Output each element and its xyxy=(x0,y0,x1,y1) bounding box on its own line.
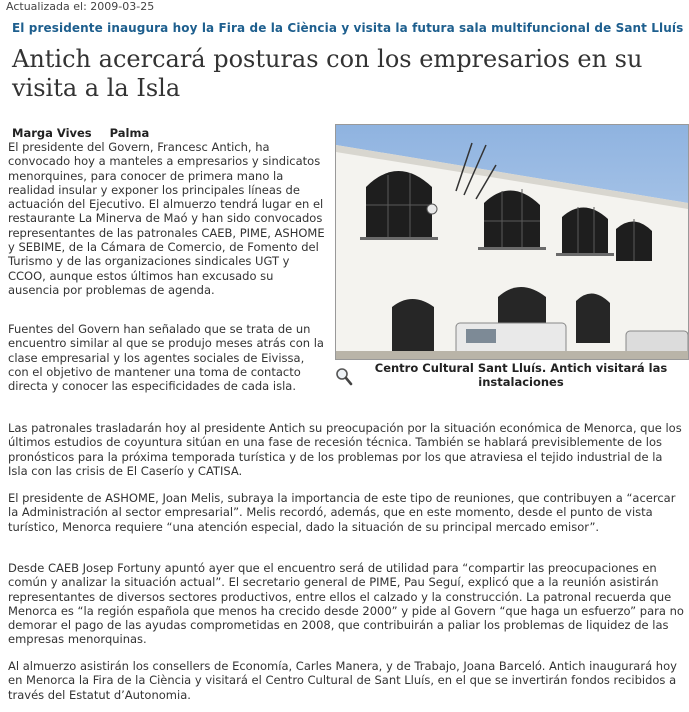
article-photo[interactable] xyxy=(335,124,689,360)
paragraph-1: El presidente del Govern, Francesc Antich, ha convocado hoy a manteles a empresarios y sindicatos menorquines, para conocer de primera mano la realidad insular y exponer los principales líneas de actuación del Ejecutivo. El almuerzo tendrá lugar en el restaurante La Minerva de Maó y han sido convocados representantes de las patronales CAEB, PIME, ASHOME y SEBIME, de la Cámara de Comercio, de Fomento del Turismo y de las organizaciones sindicales UGT y CCOO, aunque estos últimos han excusado su ausencia por problemas de agenda. xyxy=(8,140,325,297)
byline-author: Marga Vives xyxy=(12,126,92,140)
byline xyxy=(12,126,149,140)
updated-date: Actualizada el: 2009-03-25 xyxy=(6,0,155,13)
byline-location: Palma xyxy=(109,126,150,140)
building-photo-illustration xyxy=(336,125,688,359)
article-subtitle: El presidente inaugura hoy la Fira de la Ciència y visita la futura sala multifuncional de Sant Lluís xyxy=(12,21,684,35)
photo-caption: Centro Cultural Sant Lluís. Antich visitará las instalaciones xyxy=(374,361,668,389)
paragraph-5: Desde CAEB Josep Fortuny apuntó ayer que el encuentro será de utilidad para “compartir las preocupaciones en común y analizar la situación actual”. El secretario general de PIME, Pau Seguí, explicó que a la reunión asistirán representantes de diversos sectores productivos, entre ellos el calzado y la construcción. La patronal recuerda que Menorca es “la región española que menos ha crecido desde 2000” y pide al Govern “que haga un esfuerzo” para no demorar el pago de las ayudas comprometidas en 2008, que contribuirán a paliar los problemas de liquidez de las empresas menorquinas. xyxy=(8,561,684,647)
paragraph-2: Fuentes del Govern han señalado que se trata de un encuentro similar al que se produjo meses atrás con la clase empresarial y los agentes sociales de Eivissa, con el objetivo de mantener una toma de contacto directa y conocer las especificidades de cada isla. xyxy=(8,322,324,394)
article-headline: Antich acercará posturas con los empresarios en su visita a la Isla xyxy=(12,45,643,102)
paragraph-6: Al almuerzo asistirán los consellers de Economía, Carles Manera, y de Trabajo, Joana Barceló. Antich inaugurará hoy en Menorca la Fira de la Ciència y visitará el Centro Cultural de Sant Lluís, en el que se invertirán fondos recibidos a través del Estatut d’Autonomia. xyxy=(8,659,677,702)
paragraph-3: Las patronales trasladarán hoy al presidente Antich su preocupación por la situación económica de Menorca, que los últimos estudios de coyuntura sitúan en una fase de recesión técnica. También se hablará previsiblemente de los pronósticos para la próxima temporada turística y de los problemas por los que atraviesa el tejido industrial de la Isla con las crisis de El Caserío y CATISA. xyxy=(8,421,682,478)
zoom-icon[interactable] xyxy=(335,367,353,387)
paragraph-4: El presidente de ASHOME, Joan Melis, subraya la importancia de este tipo de reuniones, que contribuyen a “acercar la Administración al sector empresarial”. Melis recordó, además, que en este momento, desde el punto de vista turístico, Menorca requiere “una atención especial, dado la situación de su principal mercado emisor”. xyxy=(8,491,676,534)
